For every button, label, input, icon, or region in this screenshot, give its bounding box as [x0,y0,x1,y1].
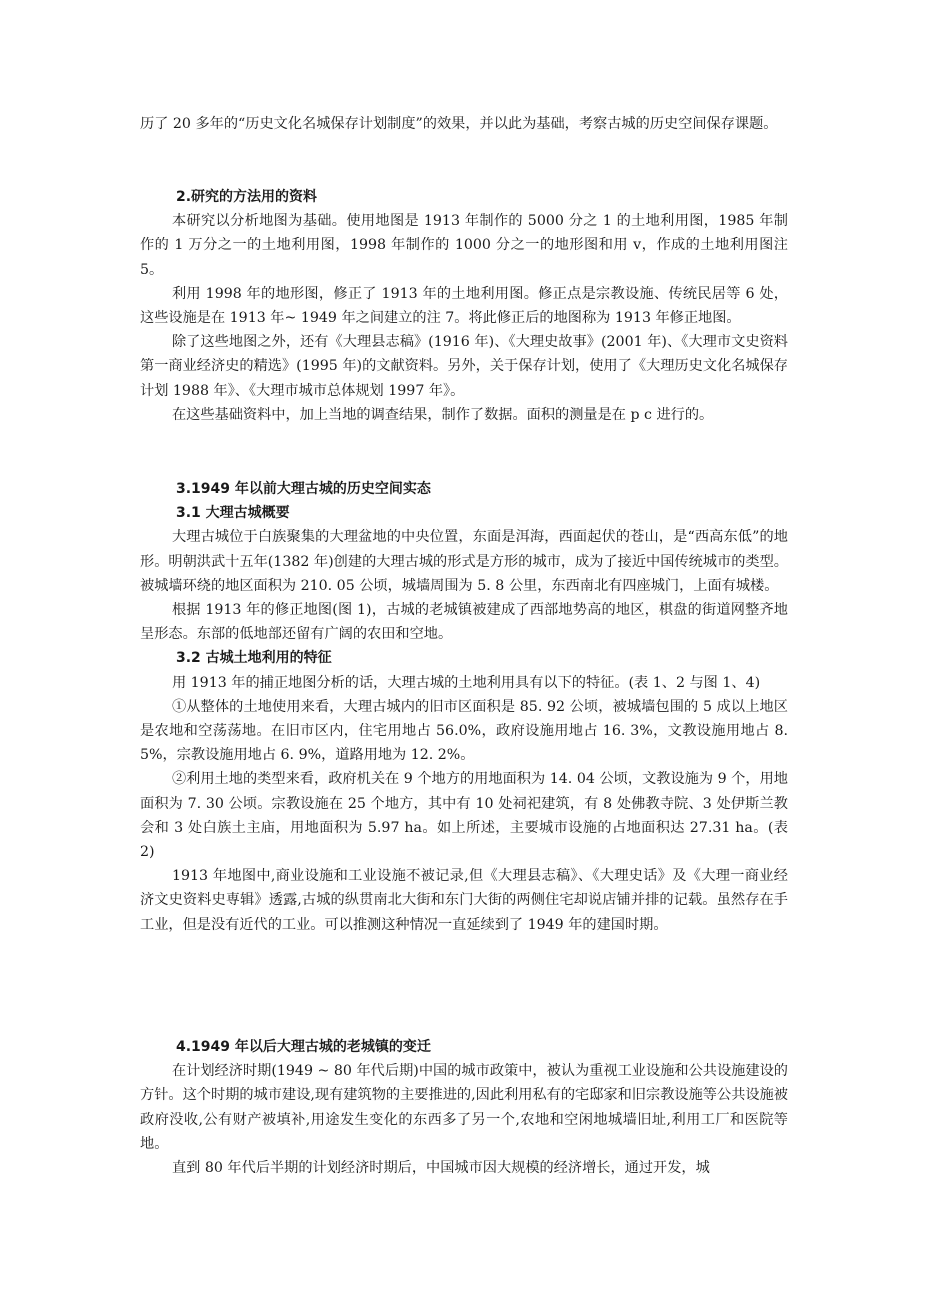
section-2-heading: 2.研究的方法用的资料 [176,189,318,205]
section-3-paragraph-6: 1913 年地图中,商业设施和工业设施不被记录,但《大理县志稿》、《大理史话》及《大理一商业经济文史资料史専辑》透露,古城的纵贯南北大街和东门大街的两侧住宅却说店铺并排的记载。虽然存在手工业，但是没有近代的工业。可以推测这种情况一直延续到了 1949 年的建国时期。 [140,868,788,933]
section-3-paragraph-2: 根据 1913 年的修正地图(图 1)，古城的老城镇被建成了西部地势高的地区，棋盘的街道网整齐地呈形态。东部的低地部还留有广阔的农田和空地。 [140,602,788,643]
section-2-paragraph-4: 在这些基础资料中，加上当地的调查结果，制作了数据。面积的测量是在 p c 进行的。 [171,406,714,423]
section-3-paragraph-3: 用 1913 年的捕正地图分析的话，大理古城的土地利用具有以下的特征。(表 1、2 与图 1、4) [171,674,761,691]
section-2-paragraph-2: 利用 1998 年的地形图，修正了 1913 年的土地利用图。修正点是宗教设施、传统民居等 6 处，这些设施是在 1913 年~ 1949 年之间建立的注 7。将此修正后的地图称为 1913 年修正地图。 [140,285,788,327]
section-2 [140,185,788,427]
section-3-paragraph-5: ②利用土地的类型来看，政府机关在 9 个地方的用地面积为 14. 04 公顷，文教设施为 9 个，用地面积为 7. 30 公顷。宗教设施在 25 个地方，其中有 10 处祠祀建筑，有 8 处佛教寺院、3 处伊斯兰教会和 3 处白族土主庙，用地面积为 5.97 ha。如上所述，主要城市设施的占地面积达 27.31 ha。(表 2) [140,771,788,861]
section-2-paragraph-1: 本研究以分析地图为基础。使用地图是 1913 年制作的 5000 分之 1 的土地利用图，1985 年制作的 1 万分之一的土地利用图，1998 年制作的 1000 分之一的地形图和用 v，作成的土地利用图注 5。 [140,213,788,278]
intro-paragraph: 历了 20 多年的“历史文化名城保存计划制度”的效果，并以此为基础，考察古城的历史空间保存课题。 [140,116,778,132]
section-4-paragraph-1: 在计划经济时期(1949 ~ 80 年代后期)中国的城市政策中，被认为重视工业设施和公共设施建设的方针。这个时期的城市建设,现有建筑物的主要推进的,因此利用私有的宅邸家和旧宗教设施等公共设施被政府没收,公有财产被填补,用途发生变化的东西多了另一个,农地和空闲地城墙旧址,利用工厂和医院等地。 [140,1063,788,1152]
section-3 [140,477,788,937]
section-3-paragraph-1: 大理古城位于白族聚集的大理盆地的中央位置，东面是洱海，西面起伏的苍山，是“西高东低”的地形。明朝洪武十五年(1382 年)创建的大理古城的形式是方形的城市，成为了接近中国传统城市的类型。被城墙环绕的地区面积为 210. 05 公顷，城墙周围为 5. 8 公里，东西南北有四座城门，上面有城楼。 [140,529,788,594]
section-4 [140,1035,788,1180]
intro-block [140,112,788,136]
section-4-paragraph-2: 直到 80 年代后半期的计划经济时期后，中国城市因大规模的经济增长，通过开发，城 [171,1160,710,1177]
section-3-heading: 3.1949 年以前大理古城的历史空间实态 [176,481,431,497]
section-4-heading: 4.1949 年以后大理古城的老城镇的变迁 [176,1039,431,1055]
section-3-paragraph-4: ①从整体的土地使用来看，大理古城内的旧市区面积是 85. 92 公顷，被城墙包围的 5 成以上地区是农地和空荡荡地。在旧市区内，住宅用地占 56.0%，政府设施用地占 16. 3%，文教设施用地占 8. 5%，宗教设施用地占 6. 9%，道路用地为 12. 2%。 [140,698,788,764]
section-2-paragraph-3: 除了这些地图之外，还有《大理县志稿》(1916 年)、《大理史故事》(2001 年)、《大理市文史资料第一商业经济史的精选》(1995 年)的文献资料。另外，关于保存计划，使用了《大理历史文化名城保存计划 1988 年》、《大理市城市总体规划 1997 年》。 [140,334,788,399]
subsection-3-2-heading: 3.2 古城土地利用的特征 [176,650,332,667]
subsection-3-1-heading: 3.1 大理古城概要 [176,505,290,522]
